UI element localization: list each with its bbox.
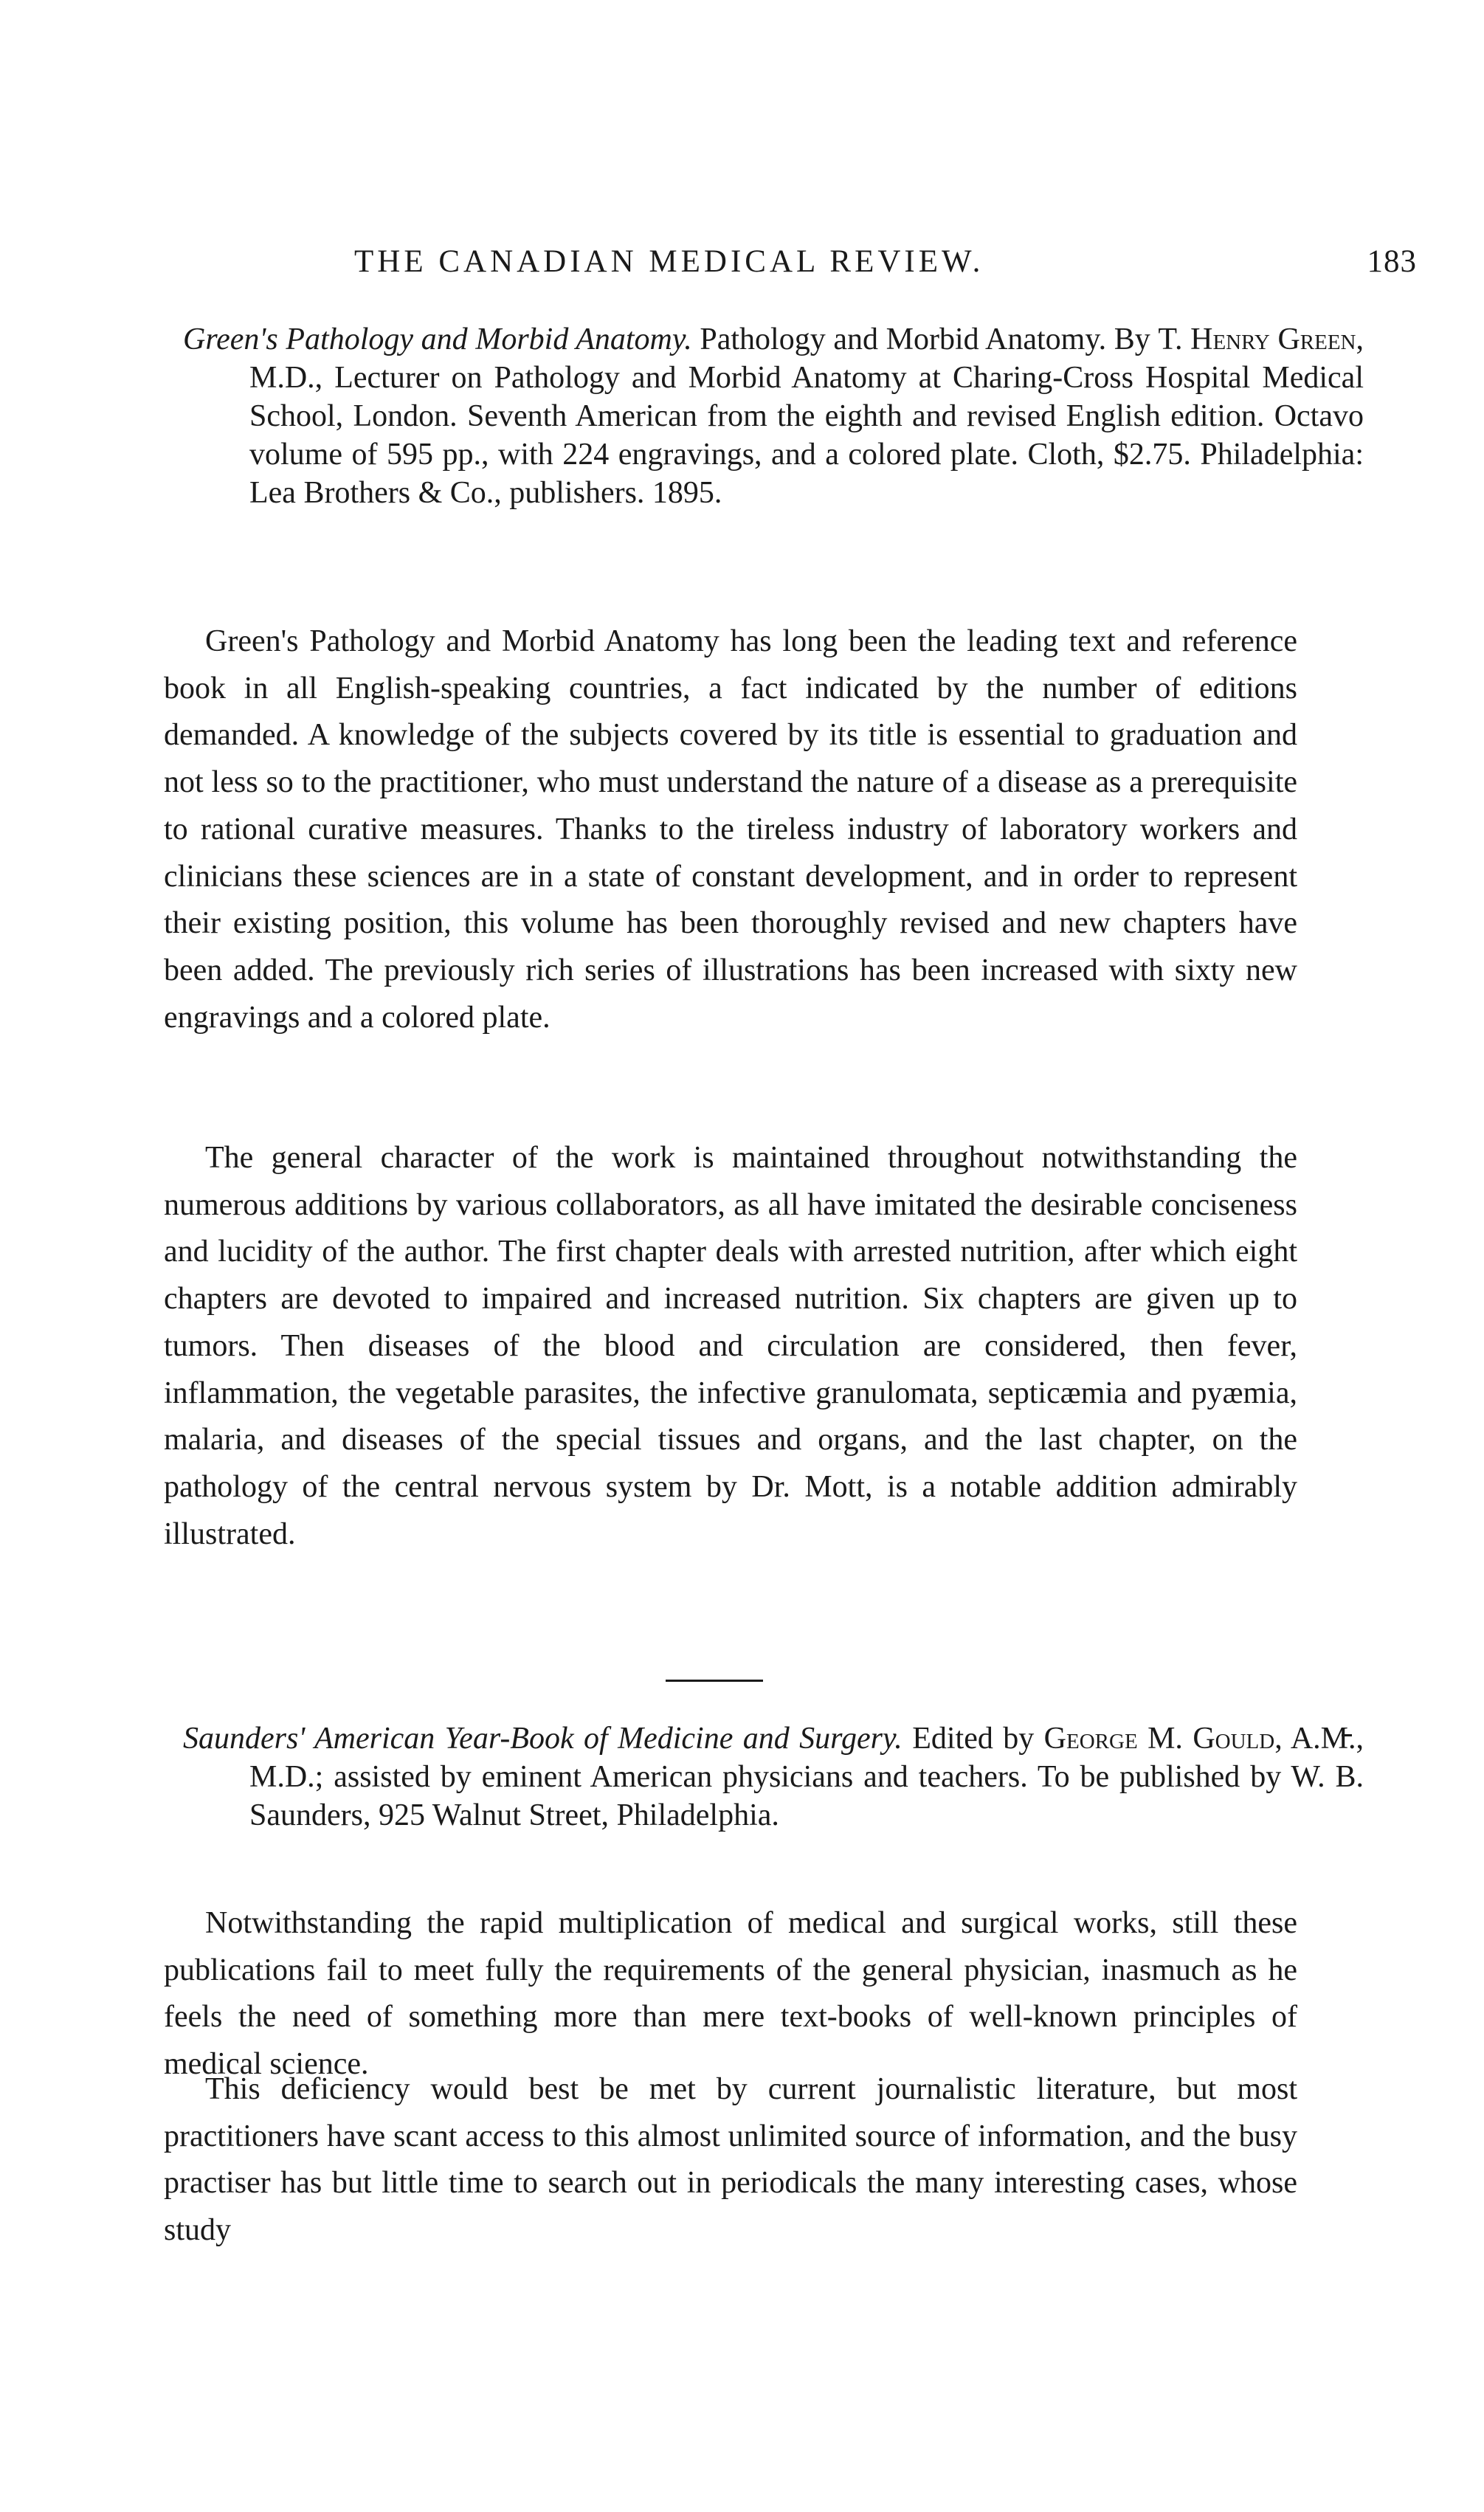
author-name: T. Henry Green — [1158, 322, 1356, 356]
citation-details: , A.M., M.D.; assisted by eminent American physicians and teachers. To be published by W. B. Saunders, 925 Walnut Street, Philadelphia. — [249, 1722, 1364, 1832]
review-paragraph: This deficiency would best be met by current journalistic literature, but most practitioners have scant access to this almost unlimited source of information, and the busy practiser has but little time to search out in periodicals the many interesting cases, whose study — [164, 2072, 1297, 2248]
review-paragraph: The general character of the work is maintained throughout notwithstanding the numerous additions by various collaborators, as all have imitated the desirable conciseness and lucidity of the author. The first chapter deals with arrested nutrition, after which eight chapters are devoted to impaired and increased nutrition. Six chapters are given up to tumors. Then diseases of the blood and circulation are considered, then fever, inflammation, the vegetable parasites, the infective granulomata, septicæmia and pyæmia, malaria, and diseases of the special tissues and organs, and the last chapter, on the pathology of the central nervous system by Dr. Mott, is a notable addition admirably illustrated. — [164, 1141, 1297, 1551]
page-number: 183 — [1367, 244, 1417, 279]
author-name: George M. Gould — [1043, 1722, 1275, 1756]
journal-title: THE CANADIAN MEDICAL REVIEW. — [354, 244, 984, 279]
book-title: Saunders' American Year-Book of Medicine and Surgery. — [183, 1722, 903, 1756]
book-citation-saunders-year-book — [183, 1719, 1364, 1835]
citation-lead: Edited by — [902, 1722, 1044, 1756]
review-paragraph: Green's Pathology and Morbid Anatomy has long been the leading text and reference book in all English-speaking countries, a fact indicated by the number of editions demanded. A knowledge of the subjects covered by its title is essential to graduation and not less so to the practitioner, who must understand the nature of a disease as a prerequisite to rational curative measures. Thanks to the tireless industry of laboratory workers and clinicians these sciences are in a state of constant development, and in order to represent their existing position, this volume has been thoroughly revised and new chapters have been added. The previously rich series of illustrations has been increased with sixty new engravings and a colored plate. — [164, 624, 1297, 1035]
citation-details: , M.D., Lecturer on Pathology and Morbid Anatomy at Charing-Cross Hospital Medical School, London. Seventh American from the eighth and revised English edition. Octavo volume of 595 pp., with 224 engravings, and a colored plate. Cloth, $2.75. Philadelphia: Lea Brothers & Co., publishers. 1895. — [249, 322, 1364, 510]
book-citation-greens-pathology — [183, 320, 1364, 512]
review-paragraph: Notwithstanding the rapid multiplication of medical and surgical works, still these publications fail to meet fully the requirements of the general physician, inasmuch as he feels the need of something more than mere text-books of well-known principles of medical science. — [164, 1906, 1297, 2082]
citation-lead: Pathology and Morbid Anatomy. By — [691, 322, 1159, 356]
section-divider — [666, 1680, 763, 1682]
running-head — [354, 244, 1417, 288]
book-title: Green's Pathology and Morbid Anatomy. — [183, 322, 692, 356]
